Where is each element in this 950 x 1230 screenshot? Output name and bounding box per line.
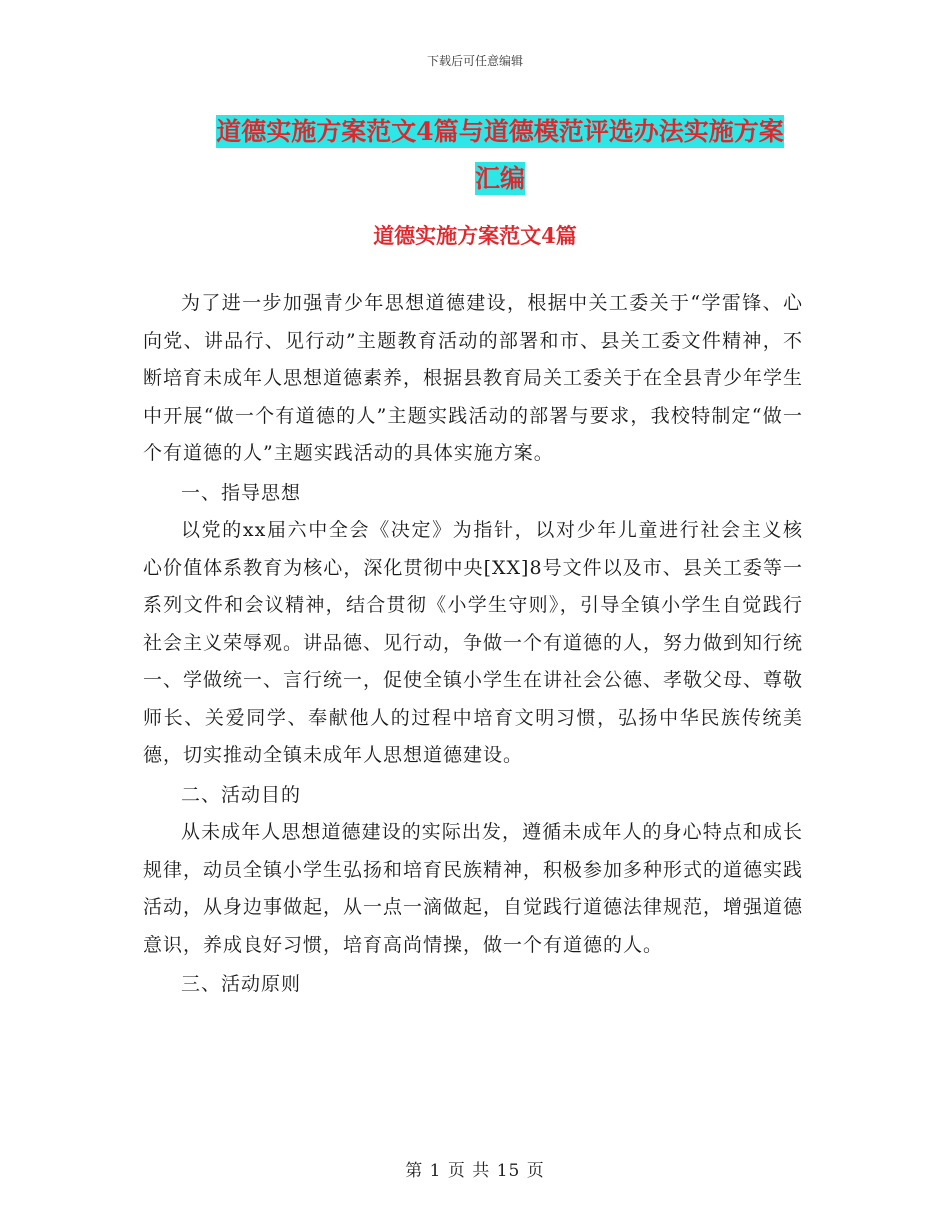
document-title-line-2: 汇编 [474, 164, 525, 193]
document-title-line-1: 道德实施方案范文4篇与道德模范评选办法实施方案 [216, 117, 784, 146]
heading-guiding-ideology: 一、指导思想 [181, 481, 302, 504]
paragraph-guiding-ideology: 以党的xx届六中全会《决定》为指针，以对少年儿童进行社会主义核心价值体系教育为核心，深化贯彻中央[XX]8号文件以及市、县关工委等一系列文件和会议精神，结合贯彻《小学生守则》，引导全镇小学生自觉践行社会主义荣辱观。讲品德、见行动，争做一个有道德的人，努力做到知行统一、学做统一、言行统一，促使全镇小学生在讲社会公德、孝敬父母、尊敬师长、关爱同学、奉献他人的过程中培育文明习惯，弘扬中华民族传统美德，切实推动全镇未成年人思想道德建设。 [143, 519, 804, 766]
heading-activity-purpose: 二、活动目的 [181, 783, 302, 806]
page-header: 下载后可任意编辑 [426, 54, 523, 68]
document-title [150, 108, 850, 202]
document-body [143, 285, 803, 1004]
page-footer: 第 1 页 共 15 页 [405, 1161, 545, 1181]
heading-activity-principles: 三、活动原则 [181, 973, 302, 995]
paragraph-intro: 为了进一步加强青少年思想道德建设，根据中关工委关于“学雷锋、心向党、讲品行、见行动”主题教育活动的部署和市、县关工委文件精神，不断培育未成年人思想道德素养，根据县教育局关工委关于在全县青少年学生中开展“做一个有道德的人”主题实践活动的部署与要求，我校特制定“做一个有道德的人”主题实践活动的具体实施方案。 [143, 292, 804, 464]
section-title: 道德实施方案范文4篇 [373, 223, 577, 248]
paragraph-activity-purpose: 从未成年人思想道德建设的实际出发，遵循未成年人的身心特点和成长规律，动员全镇小学生弘扬和培育民族精神，积极参加多种形式的道德实践活动，从身边事做起，从一点一滴做起，自觉践行道德法律规范，增强道德意识，养成良好习惯，培育高尚情操，做一个有道德的人。 [143, 821, 804, 956]
